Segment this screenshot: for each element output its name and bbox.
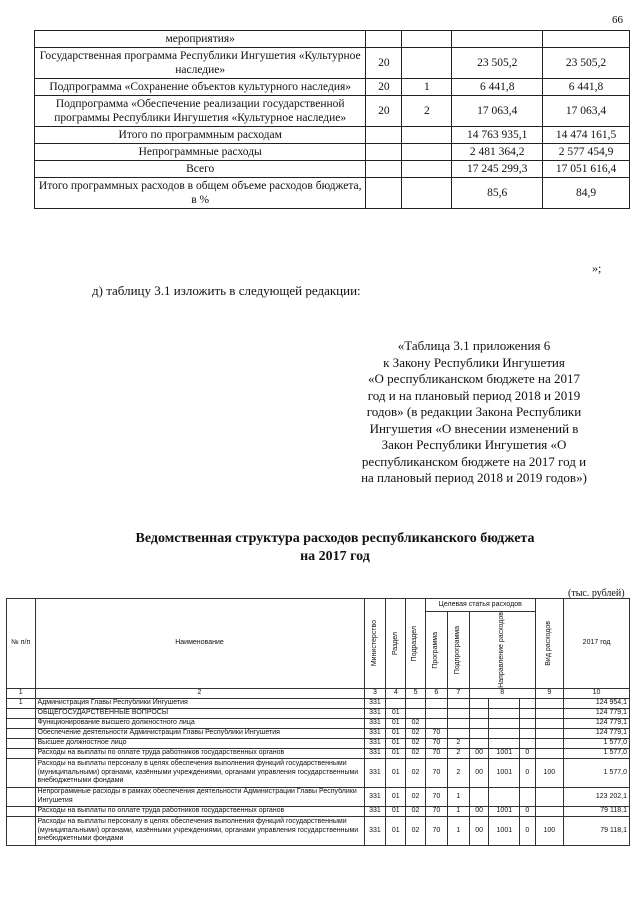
cell-n bbox=[7, 806, 36, 816]
row-value: 6 441,8 bbox=[452, 79, 543, 96]
cell-vid bbox=[535, 718, 564, 728]
cell-podr: 02 bbox=[406, 816, 426, 845]
cell-podp: 2 bbox=[447, 758, 469, 787]
amendment-paragraph: д) таблицу 3.1 изложить в следующей редакции: bbox=[92, 283, 361, 298]
row-value: 14 474 161,5 bbox=[543, 127, 630, 144]
cell-d2 bbox=[489, 698, 520, 708]
cell-prog: 70 bbox=[425, 806, 447, 816]
cell-podr: 02 bbox=[406, 806, 426, 816]
cell-min: 331 bbox=[364, 758, 386, 787]
cell-n bbox=[7, 718, 36, 728]
page-number: 66 bbox=[612, 14, 623, 26]
cell-d1 bbox=[469, 708, 489, 718]
table-row bbox=[7, 718, 630, 728]
cell-d2: 1001 bbox=[489, 816, 520, 845]
top-table-row bbox=[35, 161, 630, 178]
cell-name: ОБЩЕГОСУДАРСТВЕННЫЕ ВОПРОСЫ bbox=[35, 708, 364, 718]
top-table-row bbox=[35, 127, 630, 144]
row-value bbox=[402, 127, 452, 144]
table-row bbox=[7, 787, 630, 806]
cell-name: Расходы на выплаты по оплате труда работников государственных органов bbox=[35, 806, 364, 816]
row-name: Непрограммные расходы bbox=[35, 144, 366, 161]
header-subprogram: Подпрограмма bbox=[447, 612, 469, 689]
cell-podr: 02 bbox=[406, 718, 426, 728]
cell-razd: 01 bbox=[386, 728, 406, 738]
row-value: 17 063,4 bbox=[543, 96, 630, 127]
cell-vid bbox=[535, 728, 564, 738]
row-value: 6 441,8 bbox=[543, 79, 630, 96]
column-index: 4 bbox=[386, 688, 406, 698]
note-line: республиканском бюджете на 2017 год и bbox=[361, 453, 587, 469]
cell-vid bbox=[535, 698, 564, 708]
note-line: «Таблица 3.1 приложения 6 bbox=[397, 338, 551, 353]
table-row bbox=[7, 748, 630, 758]
row-value: 17 051 616,4 bbox=[543, 161, 630, 178]
top-table-row bbox=[35, 144, 630, 161]
cell-podr bbox=[406, 708, 426, 718]
cell-prog: 70 bbox=[425, 738, 447, 748]
table-row bbox=[7, 738, 630, 748]
cell-prog bbox=[425, 698, 447, 708]
header-ministry: Министерство bbox=[364, 599, 386, 689]
cell-d2 bbox=[489, 718, 520, 728]
table-row bbox=[7, 806, 630, 816]
cell-vid bbox=[535, 787, 564, 806]
column-index: 5 bbox=[406, 688, 426, 698]
cell-d3 bbox=[520, 718, 535, 728]
row-name: Итого по программным расходам bbox=[35, 127, 366, 144]
cell-d3 bbox=[520, 787, 535, 806]
note-line: годов» (в редакции Закона Республики bbox=[366, 404, 582, 419]
top-table-row bbox=[35, 48, 630, 79]
cell-podp bbox=[447, 698, 469, 708]
cell-sum: 124 779,1 bbox=[564, 728, 630, 738]
row-value: 20 bbox=[366, 79, 402, 96]
cell-razd: 01 bbox=[386, 738, 406, 748]
cell-d3 bbox=[520, 738, 535, 748]
cell-podr: 02 bbox=[406, 758, 426, 787]
cell-prog: 70 bbox=[425, 728, 447, 738]
cell-razd: 01 bbox=[386, 748, 406, 758]
cell-podp bbox=[447, 708, 469, 718]
column-index: 10 bbox=[564, 688, 630, 698]
column-index: 8 bbox=[469, 688, 535, 698]
cell-sum: 79 118,1 bbox=[564, 806, 630, 816]
cell-prog: 70 bbox=[425, 748, 447, 758]
header-section: Раздел bbox=[386, 599, 406, 689]
cell-d3: 0 bbox=[520, 758, 535, 787]
cell-name: Администрация Главы Республики Ингушетия bbox=[35, 698, 364, 708]
row-name: Всего bbox=[35, 161, 366, 178]
cell-podr: 02 bbox=[406, 738, 426, 748]
cell-n bbox=[7, 728, 36, 738]
row-value: 17 245 299,3 bbox=[452, 161, 543, 178]
note-line: на плановый период 2018 и 2019 годов») bbox=[361, 470, 587, 485]
column-index: 6 bbox=[425, 688, 447, 698]
cell-d1 bbox=[469, 728, 489, 738]
cell-min: 331 bbox=[364, 738, 386, 748]
cell-vid bbox=[535, 708, 564, 718]
cell-name: Высшее должностное лицо bbox=[35, 738, 364, 748]
title-line-2: на 2017 год bbox=[300, 549, 370, 564]
cell-name: Обеспечение деятельности Администрации Главы Республики Ингушетия bbox=[35, 728, 364, 738]
cell-sum: 1 577,0 bbox=[564, 738, 630, 748]
table-row bbox=[7, 728, 630, 738]
header-target-article: Целевая статья расходов bbox=[425, 599, 535, 612]
row-value: 85,6 bbox=[452, 178, 543, 209]
cell-prog: 70 bbox=[425, 758, 447, 787]
cell-d3 bbox=[520, 708, 535, 718]
cell-podp: 1 bbox=[447, 806, 469, 816]
cell-podr: 02 bbox=[406, 787, 426, 806]
cell-razd bbox=[386, 698, 406, 708]
cell-razd: 01 bbox=[386, 806, 406, 816]
cell-sum: 1 577,0 bbox=[564, 748, 630, 758]
cell-vid bbox=[535, 738, 564, 748]
cell-n: 1 bbox=[7, 698, 36, 708]
cell-podp: 1 bbox=[447, 816, 469, 845]
cell-sum: 124 954,1 bbox=[564, 698, 630, 708]
header-expense-type: Вид расходов bbox=[535, 599, 564, 689]
row-value bbox=[452, 31, 543, 48]
cell-min: 331 bbox=[364, 728, 386, 738]
cell-prog bbox=[425, 708, 447, 718]
cell-n bbox=[7, 748, 36, 758]
cell-n bbox=[7, 758, 36, 787]
row-value bbox=[402, 144, 452, 161]
cell-d1 bbox=[469, 787, 489, 806]
top-table-row bbox=[35, 178, 630, 209]
cell-min: 331 bbox=[364, 816, 386, 845]
top-table-row bbox=[35, 79, 630, 96]
row-value bbox=[402, 48, 452, 79]
row-value bbox=[366, 161, 402, 178]
cell-d1: 00 bbox=[469, 806, 489, 816]
column-index-row bbox=[7, 688, 630, 698]
row-name: Государственная программа Республики Ингушетия «Культурное наследие» bbox=[35, 48, 366, 79]
cell-d3 bbox=[520, 728, 535, 738]
note-line: к Закону Республики Ингушетия bbox=[383, 354, 565, 370]
row-value: 17 063,4 bbox=[452, 96, 543, 127]
cell-podr: 02 bbox=[406, 748, 426, 758]
header-program: Программа bbox=[425, 612, 447, 689]
row-value bbox=[402, 178, 452, 209]
closing-quote: »; bbox=[592, 261, 602, 275]
cell-d1: 00 bbox=[469, 748, 489, 758]
cell-d1 bbox=[469, 738, 489, 748]
header-name: Наименование bbox=[35, 599, 364, 689]
header-subsection: Подраздел bbox=[406, 599, 426, 689]
cell-name: Расходы на выплаты персоналу в целях обеспечения выполнения функций государственными (муниципальными) органами, казёнными учреждениями, органами управления государственными внебюджетными фондами bbox=[35, 758, 364, 787]
cell-name: Расходы на выплаты персоналу в целях обеспечения выполнения функций государственными (муниципальными) органами, казёнными учреждениями, органами управления государственными внебюджетными фондами bbox=[35, 816, 364, 845]
cell-vid: 100 bbox=[535, 758, 564, 787]
cell-name: Расходы на выплаты по оплате труда работников государственных органов bbox=[35, 748, 364, 758]
row-name: Итого программных расходов в общем объеме расходов бюджета, в % bbox=[35, 178, 366, 209]
column-index: 7 bbox=[447, 688, 469, 698]
program-expenses-table bbox=[34, 30, 630, 209]
cell-name: Непрограммные расходы в рамках обеспечения деятельности Администрации Главы Республики Ингушетия bbox=[35, 787, 364, 806]
cell-prog: 70 bbox=[425, 816, 447, 845]
cell-razd: 01 bbox=[386, 718, 406, 728]
cell-d2 bbox=[489, 708, 520, 718]
cell-d3: 0 bbox=[520, 748, 535, 758]
header-num: № п/п bbox=[7, 599, 36, 689]
cell-razd: 01 bbox=[386, 708, 406, 718]
cell-podr bbox=[406, 698, 426, 708]
row-value: 20 bbox=[366, 48, 402, 79]
row-value bbox=[402, 161, 452, 178]
cell-min: 331 bbox=[364, 708, 386, 718]
row-value bbox=[366, 178, 402, 209]
cell-prog: 70 bbox=[425, 787, 447, 806]
row-value bbox=[366, 127, 402, 144]
row-value: 2 bbox=[402, 96, 452, 127]
row-value: 2 481 364,2 bbox=[452, 144, 543, 161]
cell-podp: 2 bbox=[447, 748, 469, 758]
cell-prog bbox=[425, 718, 447, 728]
table-row bbox=[7, 758, 630, 787]
cell-n bbox=[7, 708, 36, 718]
cell-min: 331 bbox=[364, 806, 386, 816]
cell-d1: 00 bbox=[469, 758, 489, 787]
cell-min: 331 bbox=[364, 718, 386, 728]
header-direction: Направление расходов bbox=[469, 612, 535, 689]
table-row bbox=[7, 816, 630, 845]
header-year: 2017 год bbox=[564, 599, 630, 689]
column-index: 1 bbox=[7, 688, 36, 698]
cell-min: 331 bbox=[364, 698, 386, 708]
cell-podp bbox=[447, 718, 469, 728]
row-value: 23 505,2 bbox=[452, 48, 543, 79]
row-value bbox=[402, 31, 452, 48]
note-line: Закон Республики Ингушетия «О bbox=[381, 437, 567, 452]
cell-d1 bbox=[469, 718, 489, 728]
cell-sum: 1 577,0 bbox=[564, 758, 630, 787]
column-index: 3 bbox=[364, 688, 386, 698]
note-line: «О республиканском бюджете на 2017 bbox=[367, 371, 581, 386]
cell-d2: 1001 bbox=[489, 806, 520, 816]
cell-sum: 123 202,1 bbox=[564, 787, 630, 806]
cell-vid bbox=[535, 748, 564, 758]
row-value bbox=[366, 144, 402, 161]
row-value bbox=[543, 31, 630, 48]
units-label: (тыс. рублей) bbox=[568, 588, 625, 599]
cell-min: 331 bbox=[364, 787, 386, 806]
table-appendix-note bbox=[338, 338, 610, 487]
cell-podp: 2 bbox=[447, 738, 469, 748]
column-index: 2 bbox=[35, 688, 364, 698]
cell-min: 331 bbox=[364, 748, 386, 758]
table-row bbox=[7, 698, 630, 708]
row-value: 2 577 454,9 bbox=[543, 144, 630, 161]
row-value bbox=[366, 31, 402, 48]
cell-d2 bbox=[489, 738, 520, 748]
cell-d2 bbox=[489, 787, 520, 806]
note-line: год и на плановый период 2018 и 2019 bbox=[367, 387, 581, 403]
row-value: 20 bbox=[366, 96, 402, 127]
cell-d2: 1001 bbox=[489, 748, 520, 758]
cell-podp bbox=[447, 728, 469, 738]
cell-d2: 1001 bbox=[489, 758, 520, 787]
cell-n bbox=[7, 787, 36, 806]
cell-d1: 00 bbox=[469, 816, 489, 845]
cell-sum: 79 118,1 bbox=[564, 816, 630, 845]
cell-razd: 01 bbox=[386, 758, 406, 787]
cell-razd: 01 bbox=[386, 787, 406, 806]
row-value: 84,9 bbox=[543, 178, 630, 209]
cell-d1 bbox=[469, 698, 489, 708]
title-line-1: Ведомственная структура расходов республиканского бюджета bbox=[135, 531, 535, 546]
document-title bbox=[90, 530, 580, 566]
cell-vid bbox=[535, 806, 564, 816]
note-line: Ингушетия «О внесении изменений в bbox=[369, 420, 579, 436]
row-value: 1 bbox=[402, 79, 452, 96]
cell-d3: 0 bbox=[520, 806, 535, 816]
cell-vid: 100 bbox=[535, 816, 564, 845]
cell-sum: 124 779,1 bbox=[564, 718, 630, 728]
cell-d3 bbox=[520, 698, 535, 708]
cell-podr: 02 bbox=[406, 728, 426, 738]
table-row bbox=[7, 708, 630, 718]
row-name: мероприятия» bbox=[35, 31, 366, 48]
top-table-row bbox=[35, 31, 630, 48]
top-table-row bbox=[35, 96, 630, 127]
cell-name: Функционирование высшего должностного лица bbox=[35, 718, 364, 728]
cell-d2 bbox=[489, 728, 520, 738]
cell-sum: 124 779,1 bbox=[564, 708, 630, 718]
row-name: Подпрограмма «Обеспечение реализации государственной программы Республики Ингушетия «Культурное наследие» bbox=[35, 96, 366, 127]
cell-n bbox=[7, 738, 36, 748]
cell-d3: 0 bbox=[520, 816, 535, 845]
cell-razd: 01 bbox=[386, 816, 406, 845]
cell-podp: 1 bbox=[447, 787, 469, 806]
row-value: 23 505,2 bbox=[543, 48, 630, 79]
cell-n bbox=[7, 816, 36, 845]
column-index: 9 bbox=[535, 688, 564, 698]
departmental-expenses-table bbox=[6, 598, 630, 846]
row-value: 14 763 935,1 bbox=[452, 127, 543, 144]
row-name: Подпрограмма «Сохранение объектов культурного наследия» bbox=[35, 79, 366, 96]
